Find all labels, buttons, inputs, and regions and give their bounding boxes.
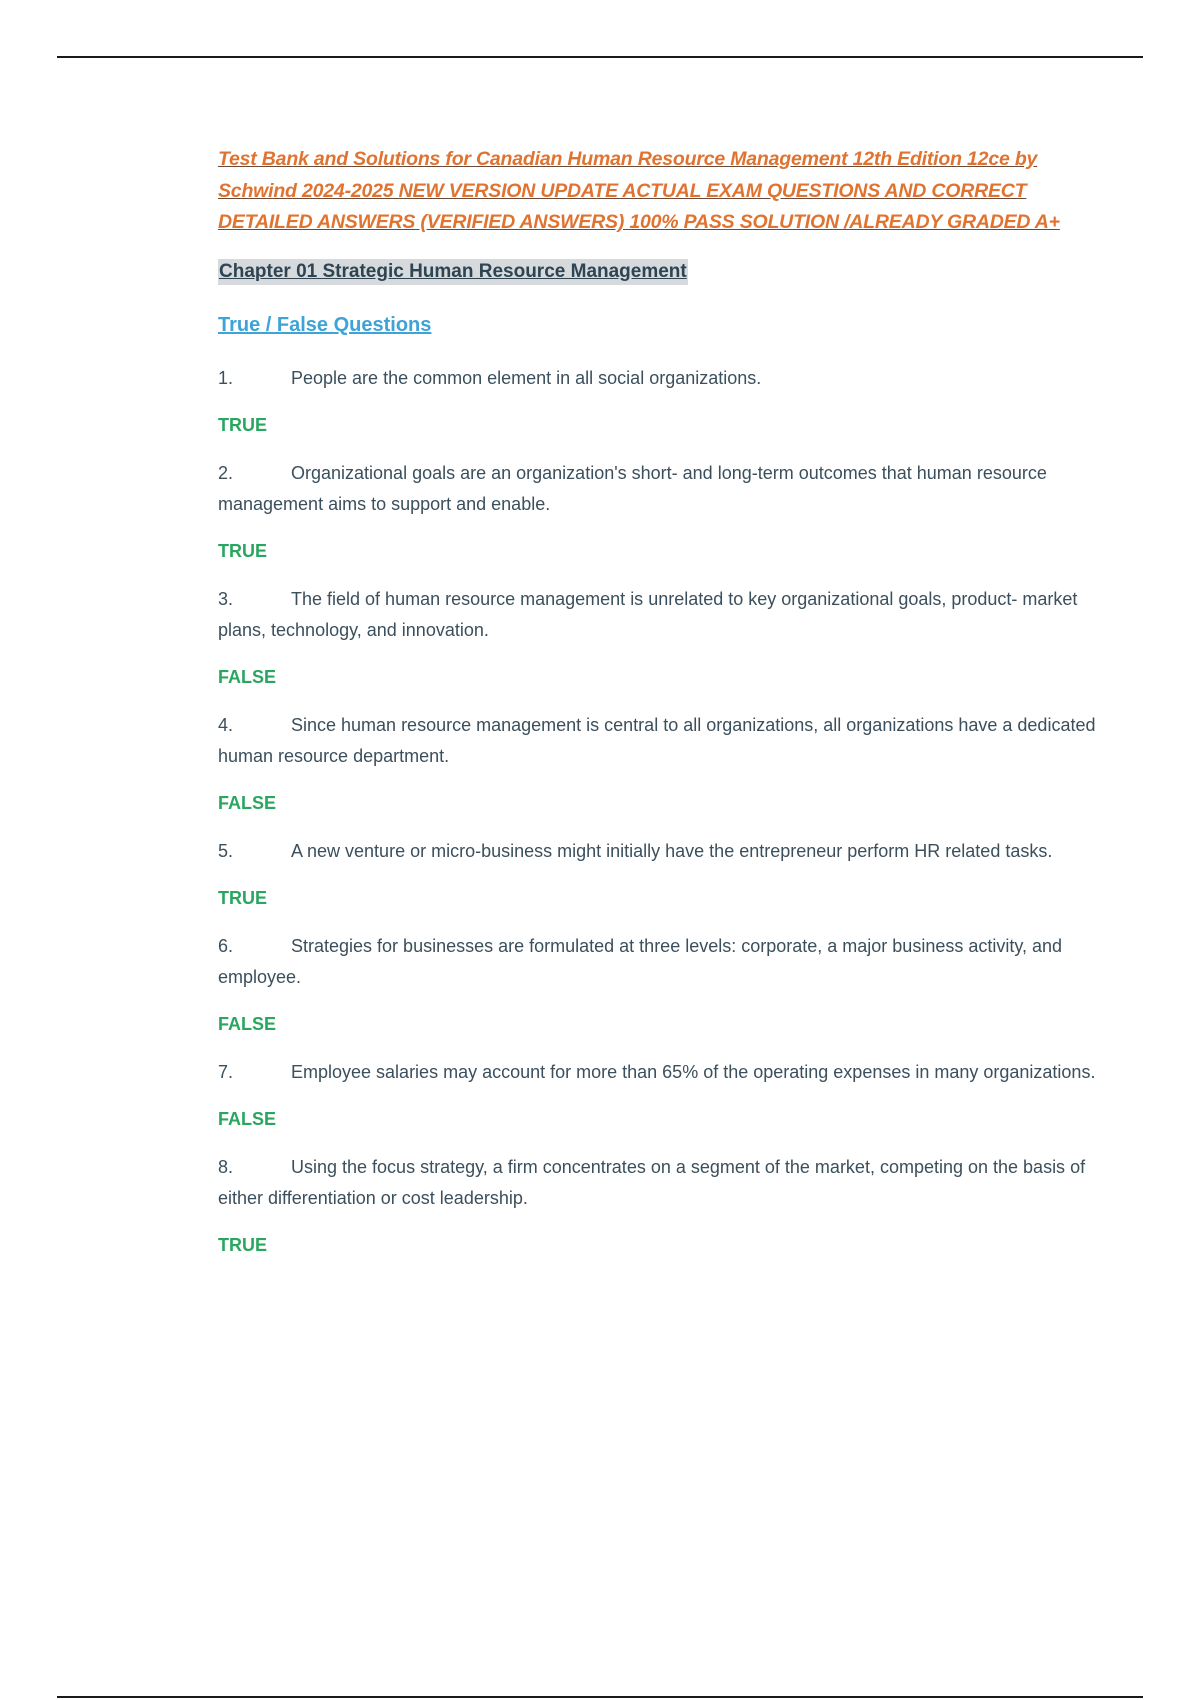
question-number: 6. — [218, 935, 234, 956]
question-item-1 — [218, 363, 1098, 437]
answer-label: TRUE — [218, 1234, 267, 1255]
question-number: 3. — [218, 588, 234, 609]
question-number: 5. — [218, 840, 234, 861]
question-text — [218, 1057, 1098, 1088]
question-text — [218, 710, 1098, 772]
question-item-3 — [218, 584, 1098, 689]
question-text — [218, 931, 1098, 993]
question-item-2 — [218, 458, 1098, 563]
question-text — [218, 1152, 1098, 1214]
question-number: 2. — [218, 462, 234, 483]
question-item-6 — [218, 931, 1098, 1036]
question-item-7 — [218, 1057, 1098, 1131]
question-text — [218, 458, 1098, 520]
question-body: The field of human resource management is unrelated to key organizational goals, product- market plans, technology, and innovation. — [218, 588, 1078, 640]
question-body: Employee salaries may account for more than 65% of the operating expenses in many organizations. — [291, 1061, 1096, 1082]
answer-label: FALSE — [218, 1108, 277, 1129]
chapter-heading: Chapter 01 Strategic Human Resource Management — [218, 259, 688, 285]
answer-label: FALSE — [218, 792, 277, 813]
question-list — [218, 363, 1098, 1257]
question-body: People are the common element in all social organizations. — [291, 367, 762, 388]
section-heading: True / False Questions — [218, 313, 432, 336]
question-number: 4. — [218, 714, 234, 735]
question-body: Strategies for businesses are formulated at three levels: corporate, a major business activity, and employee. — [218, 935, 1063, 987]
chapter-heading-wrapper — [218, 239, 1098, 285]
answer-label: FALSE — [218, 666, 277, 687]
document-body — [218, 144, 1098, 1278]
question-text — [218, 363, 1098, 394]
footer-rule — [57, 1696, 1143, 1698]
question-body: Organizational goals are an organization's short- and long-term outcomes that human resource management aims to support and enable. — [218, 462, 1047, 514]
header-rule — [57, 56, 1143, 58]
question-number: 1. — [218, 367, 234, 388]
question-item-5 — [218, 836, 1098, 910]
question-body: Since human resource management is central to all organizations, all organizations have a dedicated human resource department. — [218, 714, 1096, 766]
answer-label: TRUE — [218, 540, 267, 561]
question-body: A new venture or micro-business might initially have the entrepreneur perform HR related tasks. — [291, 840, 1053, 861]
question-number: 8. — [218, 1156, 234, 1177]
question-item-8 — [218, 1152, 1098, 1257]
question-body: Using the focus strategy, a firm concentrates on a segment of the market, competing on the basis of either differentiation or cost leadership. — [218, 1156, 1086, 1208]
answer-label: FALSE — [218, 1013, 277, 1034]
question-text — [218, 836, 1098, 867]
answer-label: TRUE — [218, 887, 267, 908]
question-number: 7. — [218, 1061, 234, 1082]
question-text — [218, 584, 1098, 646]
document-title: Test Bank and Solutions for Canadian Human Resource Management 12th Edition 12ce by Schwind 2024-2025 NEW VERSION UPDATE ACTUAL EXAM QUESTIONS AND CORRECT DETAILED ANSWERS (VERIFIED ANSWERS) 100% PASS SOLUTION /ALREADY GRADED A+ — [218, 148, 1060, 233]
question-item-4 — [218, 710, 1098, 815]
answer-label: TRUE — [218, 414, 267, 435]
